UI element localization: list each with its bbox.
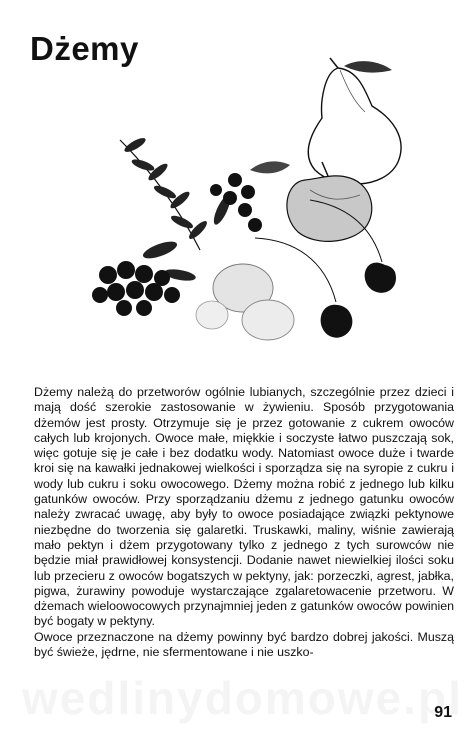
article-paragraph: Dżemy należą do przetworów ogólnie lubianych, szczególnie przez dzieci i mają dość szerokie zastosowanie w żywieniu. Sposób przygotowania dżemów jest prosty. Otrzymuje się je przez gotowanie z cukrem owoców całych lub krojonych. Owoce małe, miękkie i soczyste łatwo puszczają sok, więc gotuje się je całe i bez dodatku wody. Natomiast owoce duże i twarde kroi się na kawałki jednakowej wielkości i sporządza się na syropie z cukru i wody lub cukru i soku owocowego. Dżemy można robić z jednego lub kilku gatunków owoców. Przy sporządzaniu dżemu z jednego gatunku owoców należy zwracać uwagę, aby były to owoce posiadające związki pektynowe niezbędne do tworzenia się galaretki. Truskawki, maliny, wiśnie zawierają mało pektyn i dżem przygotowany tylko z jednego z tych surowców nie będzie miał prawidłowej konsystencji. Dodanie nawet niewielkiej ilości soku lub przecieru z owoców bogatszych w pektyny, jak: porzeczki, agrest, jabłka, pigwa, żurawiny powoduje wystarczające zgalaretowacenie przetworu. W dżemach wieloowocowych przynajmniej jeden z gatunków owoców powinien być bogaty w pektyny. bbox=[34, 385, 454, 629]
apple-drawing bbox=[250, 161, 372, 241]
plums-drawing bbox=[196, 264, 294, 340]
rowan-leaves-drawing bbox=[120, 136, 233, 283]
article-body bbox=[34, 385, 454, 660]
pear-drawing bbox=[308, 58, 401, 184]
page-title: Dżemy bbox=[30, 30, 139, 67]
watermark bbox=[22, 671, 476, 725]
fruit-illustration bbox=[40, 40, 470, 370]
article-paragraph: Owoce przeznaczone na dżemy powinny być bardzo dobrej jakości. Muszą być świeże, jędrne, nie sfermentowane i nie uszko- bbox=[34, 629, 454, 660]
page-number: 91 bbox=[434, 704, 452, 721]
